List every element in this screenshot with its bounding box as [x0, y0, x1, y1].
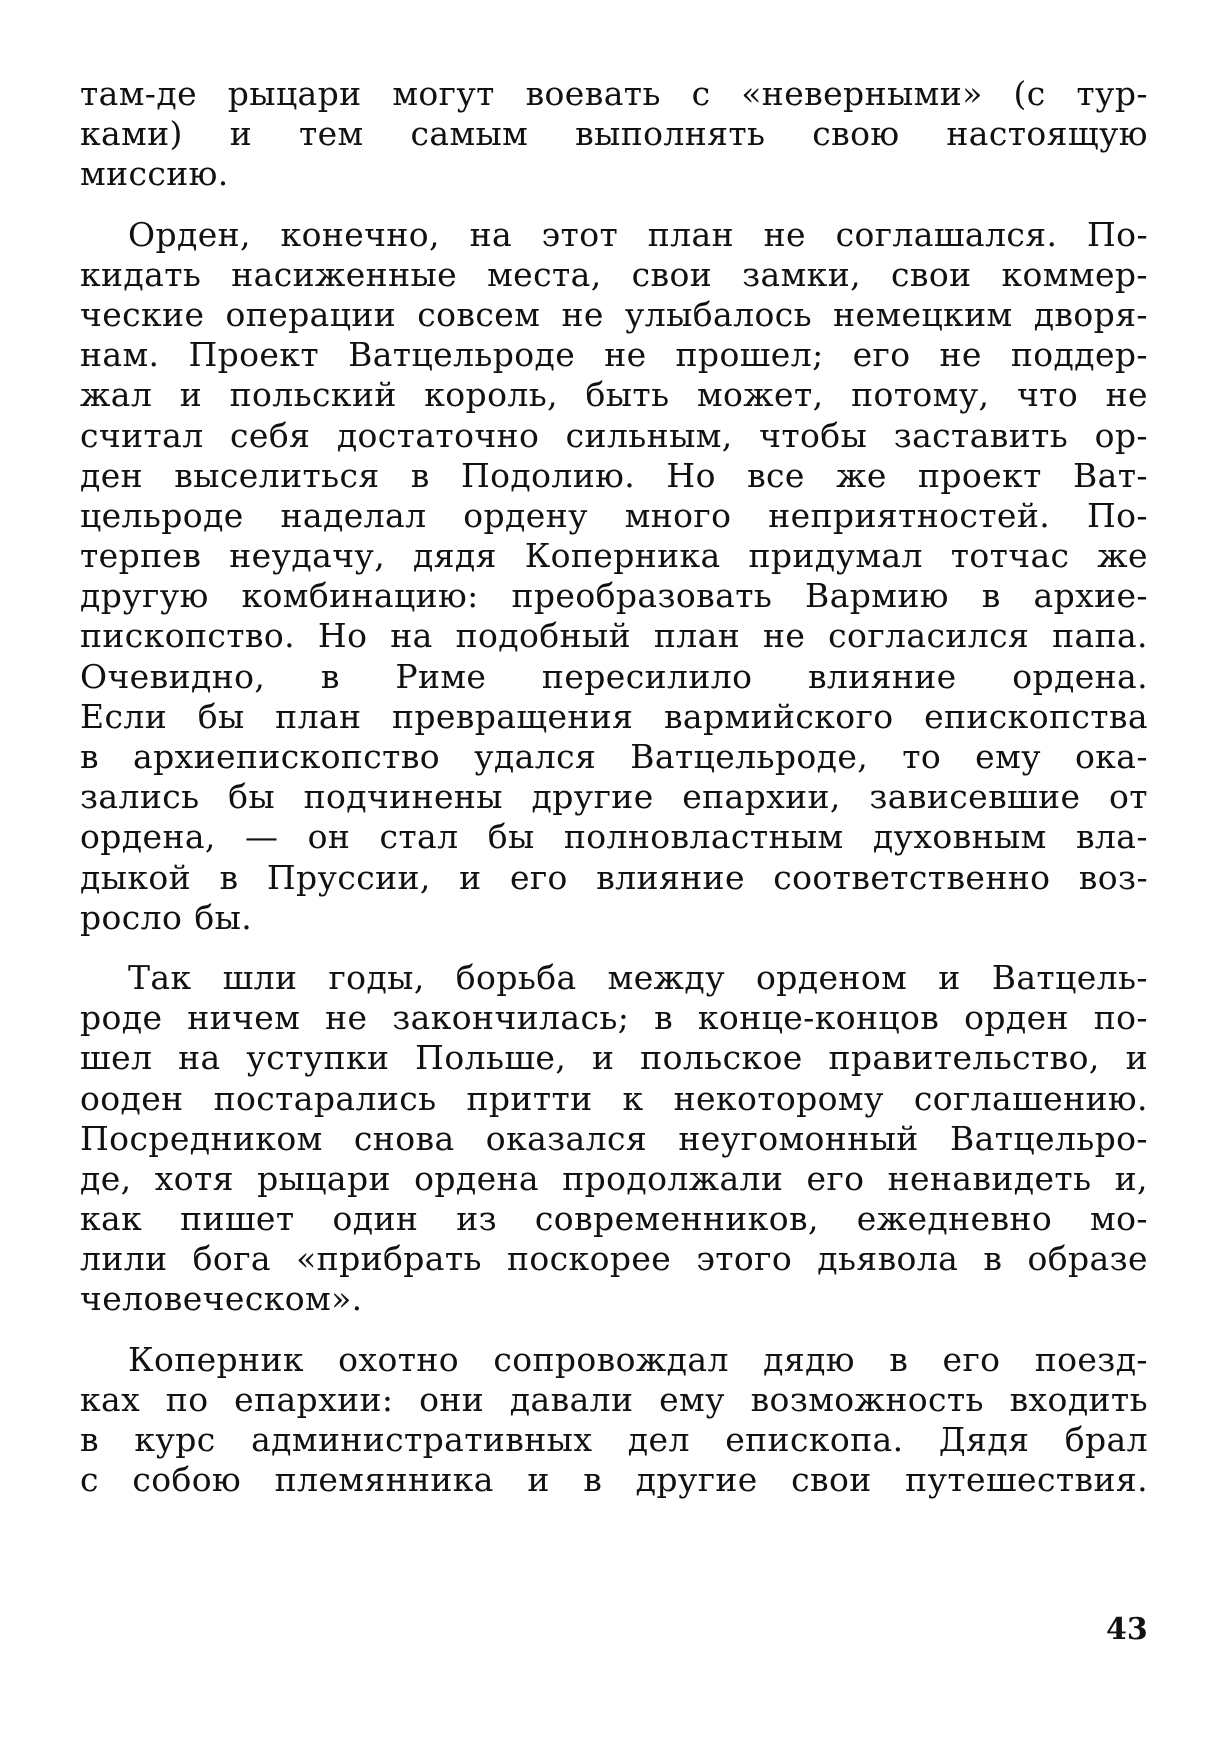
text-line: роде ничем не закончилась; в конце-концов орден по-	[80, 998, 1148, 1038]
text-line: кидать насиженные места, свои замки, свои коммер-	[80, 254, 1148, 294]
text-line: де, хотя рыцари ордена продолжали его ненавидеть и,	[80, 1158, 1148, 1198]
text-line: миссию.	[80, 154, 229, 194]
text-line: Коперник охотно сопровождал дядю в его поезд-	[128, 1339, 1148, 1379]
text-line: лили бога «прибрать поскорее этого дьявола в образе	[80, 1239, 1148, 1279]
text-line: дыкой в Пруссии, и его влияние соответственно воз-	[80, 857, 1148, 897]
text-line: ооден постарались притти к некоторому соглашению.	[80, 1078, 1148, 1118]
text-line: с собою племянника и в другие свои путешествия.	[80, 1460, 1148, 1500]
text-line: другую комбинацию: преобразовать Вармию в архие-	[80, 576, 1148, 616]
text-line: росло бы.	[80, 897, 253, 937]
text-line: Посредником снова оказался неугомонный Ватцельро-	[80, 1118, 1148, 1158]
text-line: как пишет один из современников, ежедневно мо-	[80, 1199, 1148, 1239]
text-line: человеческом».	[80, 1279, 363, 1319]
text-line: жал и польский король, быть может, потому, что не	[80, 375, 1148, 415]
text-line: Так шли годы, борьба между орденом и Ватцель-	[128, 957, 1148, 997]
text-line: там-де рыцари могут воевать с «неверными» (с тур-	[80, 74, 1148, 113]
text-line: Очевидно, в Риме пересилило влияние ордена.	[80, 656, 1148, 696]
text-line: ческие операции совсем не улыбалось немецким дворя-	[80, 294, 1148, 334]
text-line: Если бы план превращения вармийского епископства	[80, 696, 1148, 736]
text-line: Орден, конечно, на этот план не соглашался. По-	[128, 214, 1148, 254]
paragraph	[80, 74, 1148, 195]
paragraph	[80, 958, 1148, 1320]
text-line: ками) и тем самым выполнять свою настоящую	[80, 114, 1148, 154]
text-line: нам. Проект Ватцельроде не прошел; его не поддер-	[80, 335, 1148, 375]
text-line: ках по епархии: они давали ему возможность входить	[80, 1379, 1148, 1419]
text-line: терпев неудачу, дядя Коперника придумал тотчас же	[80, 536, 1148, 576]
text-line: в курс административных дел епископа. Дядя брал	[80, 1420, 1148, 1459]
text-line: считал себя достаточно сильным, чтобы заставить ор-	[80, 415, 1148, 455]
body-text	[80, 74, 1148, 1520]
text-line: цельроде наделал ордену много неприятностей. По-	[80, 495, 1148, 535]
text-line: ден выселиться в Подолию. Но все же проект Ват-	[80, 455, 1148, 495]
text-line: в архиепископство удался Ватцельроде, то ему ока-	[80, 737, 1148, 776]
paragraph	[80, 215, 1148, 938]
text-line: зались бы подчинены другие епархии, зависевшие от	[80, 777, 1148, 817]
text-line: пископство. Но на подобный план не согласился папа.	[80, 616, 1148, 656]
paragraph	[80, 1340, 1148, 1501]
text-line: шел на уступки Польше, и польское правительство, и	[80, 1038, 1148, 1078]
page-number: 43	[1106, 1612, 1148, 1647]
text-line: ордена, — он стал бы полновластным духовным вла-	[80, 817, 1148, 857]
